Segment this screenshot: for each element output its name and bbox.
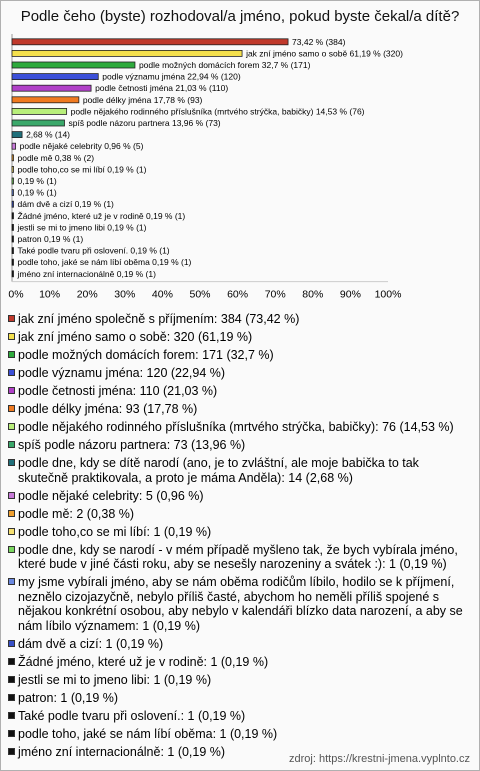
legend-swatch-2: [8, 351, 15, 358]
legend-swatch-5: [8, 405, 15, 412]
legend-item-14: [8, 637, 472, 652]
legend-item-15: [8, 655, 472, 670]
bar-label-11: podle toho,co se mi líbí 0,19 % (1): [17, 164, 147, 175]
legend-label-13: my jsme vybírali jméno, aby se nám oběma rodičům líbilo, hodilo se k příjmení, neznělo cizojazyčně, nebylo příliš časté, abychom ho neměli příliš spojené s nějakou konkrétní osobou, aby nebylo v kalendáři blízko data narození, a aby se nám líbilo významem: 1 (0,19 %): [18, 575, 463, 633]
legend-swatch-0: [8, 315, 15, 322]
legend-swatch-18: [8, 712, 15, 719]
legend-label-18: Také podle tvaru při oslovení.: 1 (0,19 %): [18, 708, 246, 723]
legend-swatch-17: [8, 694, 15, 701]
legend-swatch-3: [8, 369, 15, 376]
x-tick-label-0: 0%: [8, 288, 24, 301]
legend-item-2: [8, 348, 472, 363]
legend-swatch-11: [8, 528, 15, 535]
legend-item-7: [8, 438, 472, 453]
legend-swatch-7: [8, 441, 15, 448]
legend-label-3: podle významu jména: 120 (22,94 %): [18, 366, 226, 380]
chart-legend: [8, 312, 472, 763]
bar-8: [12, 132, 22, 138]
bar-label-10: podle mě 0,38 % (2): [17, 152, 95, 163]
legend-item-3: [8, 366, 472, 381]
legend-label-10: podle mě: 2 (0,38 %): [18, 506, 135, 521]
legend-label-8: podle dne, kdy se dítě narodí (ano, je to zvláštní, ale moje babička to tak skutečně praktikovala, a proto je máma Anděla): 14 (2,68 %): [18, 456, 419, 485]
legend-swatch-4: [8, 387, 15, 394]
legend-item-4: [8, 384, 472, 399]
legend-label-4: podle četnosti jména: 110 (21,03 %): [18, 384, 218, 398]
legend-label-16: jestli se mi to jmeno libi: 1 (0,19 %): [18, 672, 212, 687]
legend-item-12: [8, 543, 472, 572]
bar-label-7: spíš podle názoru partnera 13,96 % (73): [68, 118, 221, 128]
source-link[interactable]: zdroj: https://krestni-jmena.vyplnto.cz: [289, 753, 470, 765]
legend-item-10: [8, 507, 472, 522]
bar-label-14: dám dvě a cizí 0,19 % (1): [17, 199, 114, 210]
bar-label-1: jak zní jméno samo o sobě 61,19 % (320): [246, 48, 403, 59]
bar-label-13: 0,19 % (1): [17, 187, 57, 198]
bar-7: [12, 120, 64, 126]
bar-label-9: podle nějaké celebrity 0,96 % (5): [19, 141, 144, 152]
bar-1: [12, 50, 242, 56]
x-tick-label-8: 80%: [302, 288, 324, 301]
bar-label-17: patron 0,19 % (1): [17, 234, 84, 244]
bar-0: [12, 39, 288, 45]
legend-swatch-8: [8, 459, 15, 466]
bar-3: [12, 74, 98, 80]
legend-swatch-10: [8, 510, 15, 517]
legend-label-11: podle toho,co se mi líbí: 1 (0,19 %): [18, 524, 212, 539]
bar-11: [12, 166, 14, 172]
x-tick-label-9: 90%: [339, 288, 361, 301]
legend-swatch-13: [8, 578, 15, 585]
bar-17: [12, 236, 14, 242]
bar-label-20: jméno zní internacionálně 0,19 % (1): [17, 268, 156, 279]
bar-2: [12, 62, 135, 68]
bar-9: [12, 143, 16, 149]
bar-5: [12, 97, 79, 103]
bar-label-8: 2,68 % (14): [26, 129, 71, 140]
legend-swatch-16: [8, 676, 15, 683]
legend-label-15: Žádné jméno, které už je v rodině: 1 (0,19 %): [18, 654, 269, 669]
legend-item-0: [8, 312, 472, 327]
legend-item-6: [8, 420, 472, 435]
x-tick-label-7: 70%: [264, 288, 286, 301]
legend-swatch-19: [8, 730, 15, 737]
bar-label-18: Také podle tvaru při oslovení. 0,19 % (1): [17, 245, 170, 256]
legend-swatch-6: [8, 423, 15, 430]
legend-item-19: [8, 727, 472, 742]
bar-14: [12, 201, 14, 207]
legend-swatch-14: [8, 640, 15, 647]
legend-swatch-1: [8, 333, 15, 340]
chart-title: Podle čeho (byste) rozhodoval/a jméno, pokud byste čekal/a dítě?: [20, 8, 460, 25]
bar-12: [12, 178, 14, 184]
bar-4: [12, 85, 91, 91]
legend-item-5: [8, 402, 472, 417]
bar-chart: [0, 30, 480, 310]
legend-item-1: [8, 330, 472, 345]
legend-swatch-20: [8, 748, 15, 755]
x-tick-label-1: 10%: [39, 288, 61, 301]
bar-label-2: podle možných domácích forem 32,7 % (171): [138, 60, 311, 70]
bar-label-4: podle četnosti jména 21,03 % (110): [95, 83, 229, 94]
bar-15: [12, 213, 14, 219]
x-tick-label-2: 20%: [76, 288, 98, 301]
legend-item-8: [8, 456, 472, 485]
legend-label-6: podle nějakého rodinného příslušníka (mrtvého strýčka, babičky): 76 (14,53 %): [18, 420, 454, 434]
bar-19: [12, 259, 14, 265]
legend-label-5: podle délky jména: 93 (17,78 %): [18, 402, 198, 416]
bar-18: [12, 248, 14, 254]
legend-label-9: podle nějaké celebrity: 5 (0,96 %): [18, 488, 204, 503]
bar-label-15: Žádné jméno, které už je v rodině 0,19 % (1): [17, 210, 186, 221]
bar-20: [12, 271, 14, 277]
x-tick-label-6: 60%: [227, 288, 249, 301]
bar-label-5: podle délky jména 17,78 % (93): [82, 94, 203, 105]
bar-6: [12, 108, 67, 114]
bar-label-3: podle významu jména 22,94 % (120): [102, 71, 241, 82]
legend-item-13: [8, 575, 472, 633]
legend-item-16: [8, 673, 472, 688]
legend-item-18: [8, 709, 472, 724]
legend-item-11: [8, 525, 472, 540]
legend-item-17: [8, 691, 472, 706]
x-tick-label-5: 50%: [189, 288, 211, 301]
legend-label-20: jméno zní internacionálně: 1 (0,19 %): [18, 744, 226, 759]
legend-label-17: patron: 1 (0,19 %): [18, 690, 119, 705]
legend-item-9: [8, 489, 472, 504]
legend-label-14: dám dvě a cizí: 1 (0,19 %): [18, 636, 164, 651]
legend-swatch-15: [8, 658, 15, 665]
legend-swatch-12: [8, 546, 15, 553]
legend-label-2: podle možných domácích forem: 171 (32,7 %): [18, 348, 274, 362]
bar-label-0: 73,42 % (384): [292, 36, 346, 47]
bar-label-12: 0,19 % (1): [17, 176, 57, 186]
bar-13: [12, 190, 14, 196]
x-tick-label-10: 100%: [374, 288, 402, 301]
bar-label-16: jestli se mi to jmeno libi 0,19 % (1): [17, 222, 147, 233]
x-tick-label-4: 40%: [151, 288, 173, 301]
legend-label-0: jak zní jméno společně s příjmením: 384 (73,42 %): [18, 312, 300, 326]
bar-label-6: podle nějakého rodinného příslušníka (mrtvého strýčka, babičky) 14,53 % (76): [70, 106, 365, 117]
legend-swatch-9: [8, 492, 15, 499]
bar-16: [12, 224, 14, 230]
bar-label-19: podle toho, jaké se nám líbí oběma 0,19 % (1): [17, 257, 192, 268]
bar-10: [12, 155, 14, 161]
x-tick-label-3: 30%: [114, 288, 136, 301]
legend-label-12: podle dne, kdy se narodí - v mém případě myšleno tak, že bych vybírala jméno, které bude v jiné části roku, aby se nesešly narozeniny a svátek :): 1 (0,19 %): [18, 542, 458, 571]
legend-label-1: jak zní jméno samo o sobě: 320 (61,19 %): [18, 330, 253, 344]
legend-label-7: spíš podle názoru partnera: 73 (13,96 %): [18, 438, 246, 452]
legend-label-19: podle toho, jaké se nám líbí oběma: 1 (0,19 %): [18, 726, 278, 741]
